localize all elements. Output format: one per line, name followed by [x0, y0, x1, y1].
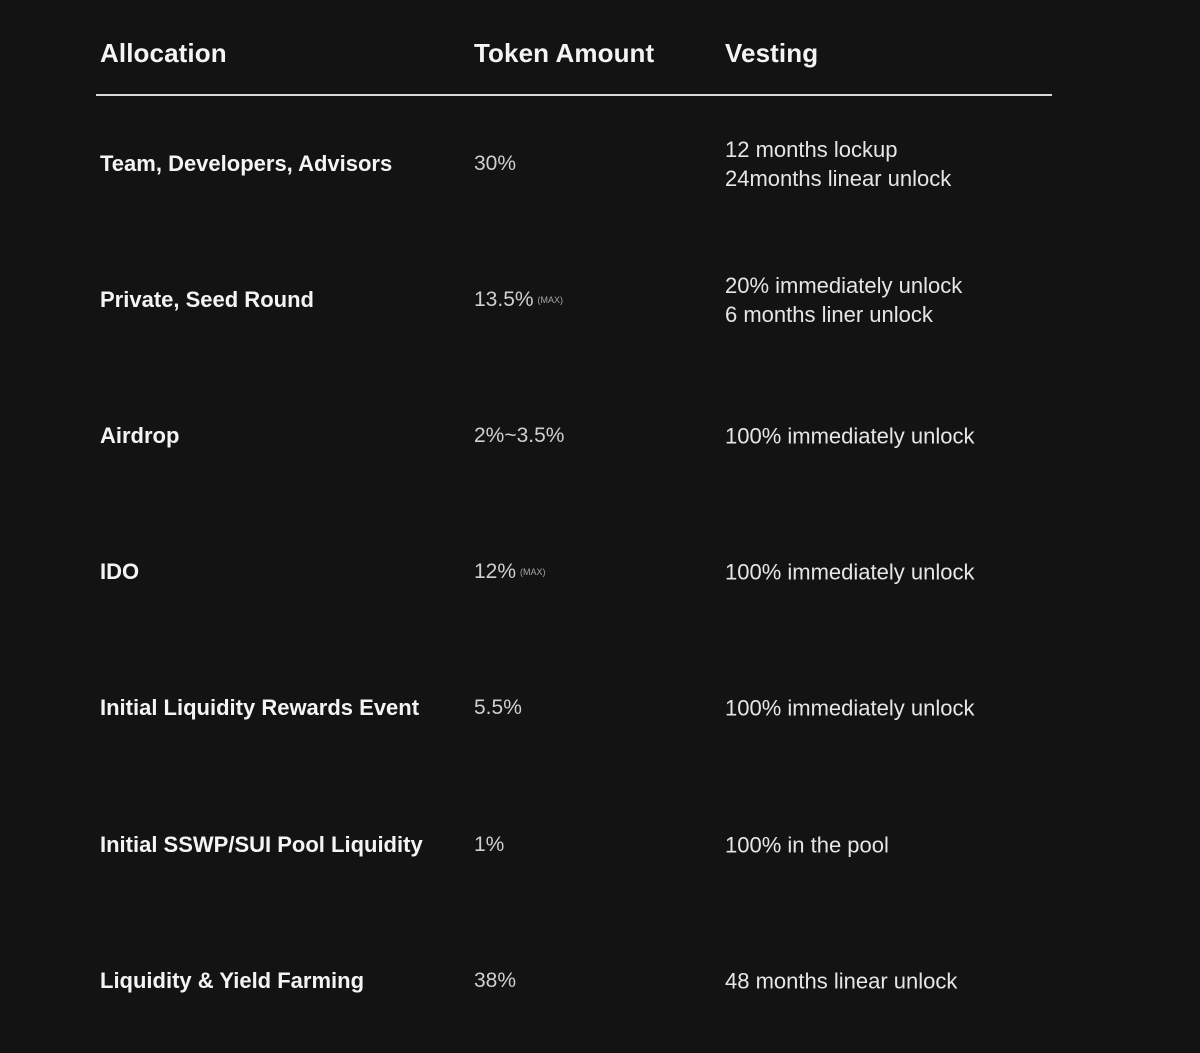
allocation-cell: Team, Developers, Advisors	[100, 151, 393, 176]
allocation-cell: Liquidity & Yield Farming	[100, 968, 365, 993]
token-amount-value: 12%	[474, 560, 517, 583]
token-amount-value: 2%~3.5%	[474, 424, 565, 447]
vesting-cell	[725, 135, 951, 193]
vesting-line: 12 months lockup	[725, 137, 898, 162]
token-amount-value: 13.5%	[474, 288, 534, 311]
table-row	[96, 678, 1052, 738]
allocation-cell: Airdrop	[100, 423, 180, 448]
table-header	[96, 0, 1052, 96]
token-amount-cell	[474, 152, 520, 176]
vesting-cell	[725, 271, 962, 329]
table-row	[96, 542, 1052, 602]
token-amount-value: 1%	[474, 833, 505, 856]
header-vesting: Vesting	[725, 38, 819, 68]
vesting-line: 100% in the pool	[725, 832, 889, 858]
token-amount-note: (MAX)	[520, 567, 546, 578]
allocation-cell: IDO	[100, 559, 140, 584]
table-row	[96, 134, 1052, 194]
token-amount-cell	[474, 424, 568, 448]
vesting-cell	[725, 422, 974, 451]
token-amount-value: 30%	[474, 152, 517, 175]
vesting-line: 100% immediately unlock	[725, 423, 975, 449]
table-row	[96, 406, 1052, 466]
table-row	[96, 270, 1052, 330]
token-amount-value: 38%	[474, 969, 517, 992]
allocation-cell: Initial Liquidity Rewards Event	[100, 695, 420, 720]
vesting-cell	[725, 694, 974, 723]
header-allocation: Allocation	[100, 38, 227, 68]
vesting-line: 20% immediately unlock	[725, 273, 963, 298]
vesting-line: 100% immediately unlock	[725, 695, 975, 721]
vesting-line: 6 months liner unlock	[725, 302, 933, 327]
vesting-line: 48 months linear unlock	[725, 968, 958, 994]
token-amount-value: 5.5%	[474, 696, 522, 719]
allocation-cell: Private, Seed Round	[100, 287, 314, 312]
token-amount-note: (MAX)	[537, 295, 564, 306]
vesting-cell	[725, 558, 974, 587]
header-token-amount: Token Amount	[474, 38, 655, 68]
vesting-line: 24months linear unlock	[725, 166, 952, 191]
allocation-cell: Initial SSWP/SUI Pool Liquidity	[100, 832, 423, 857]
tokenomics-table	[96, 0, 1052, 994]
vesting-cell	[725, 967, 957, 996]
vesting-cell	[725, 831, 889, 860]
vesting-line: 100% immediately unlock	[725, 559, 975, 585]
token-amount-cell	[474, 288, 563, 312]
token-amount-cell	[474, 833, 508, 857]
token-amount-cell	[474, 560, 546, 584]
table-row	[96, 815, 1052, 875]
table-row	[96, 951, 1052, 1011]
token-amount-cell	[474, 696, 526, 720]
token-amount-cell	[474, 969, 520, 993]
